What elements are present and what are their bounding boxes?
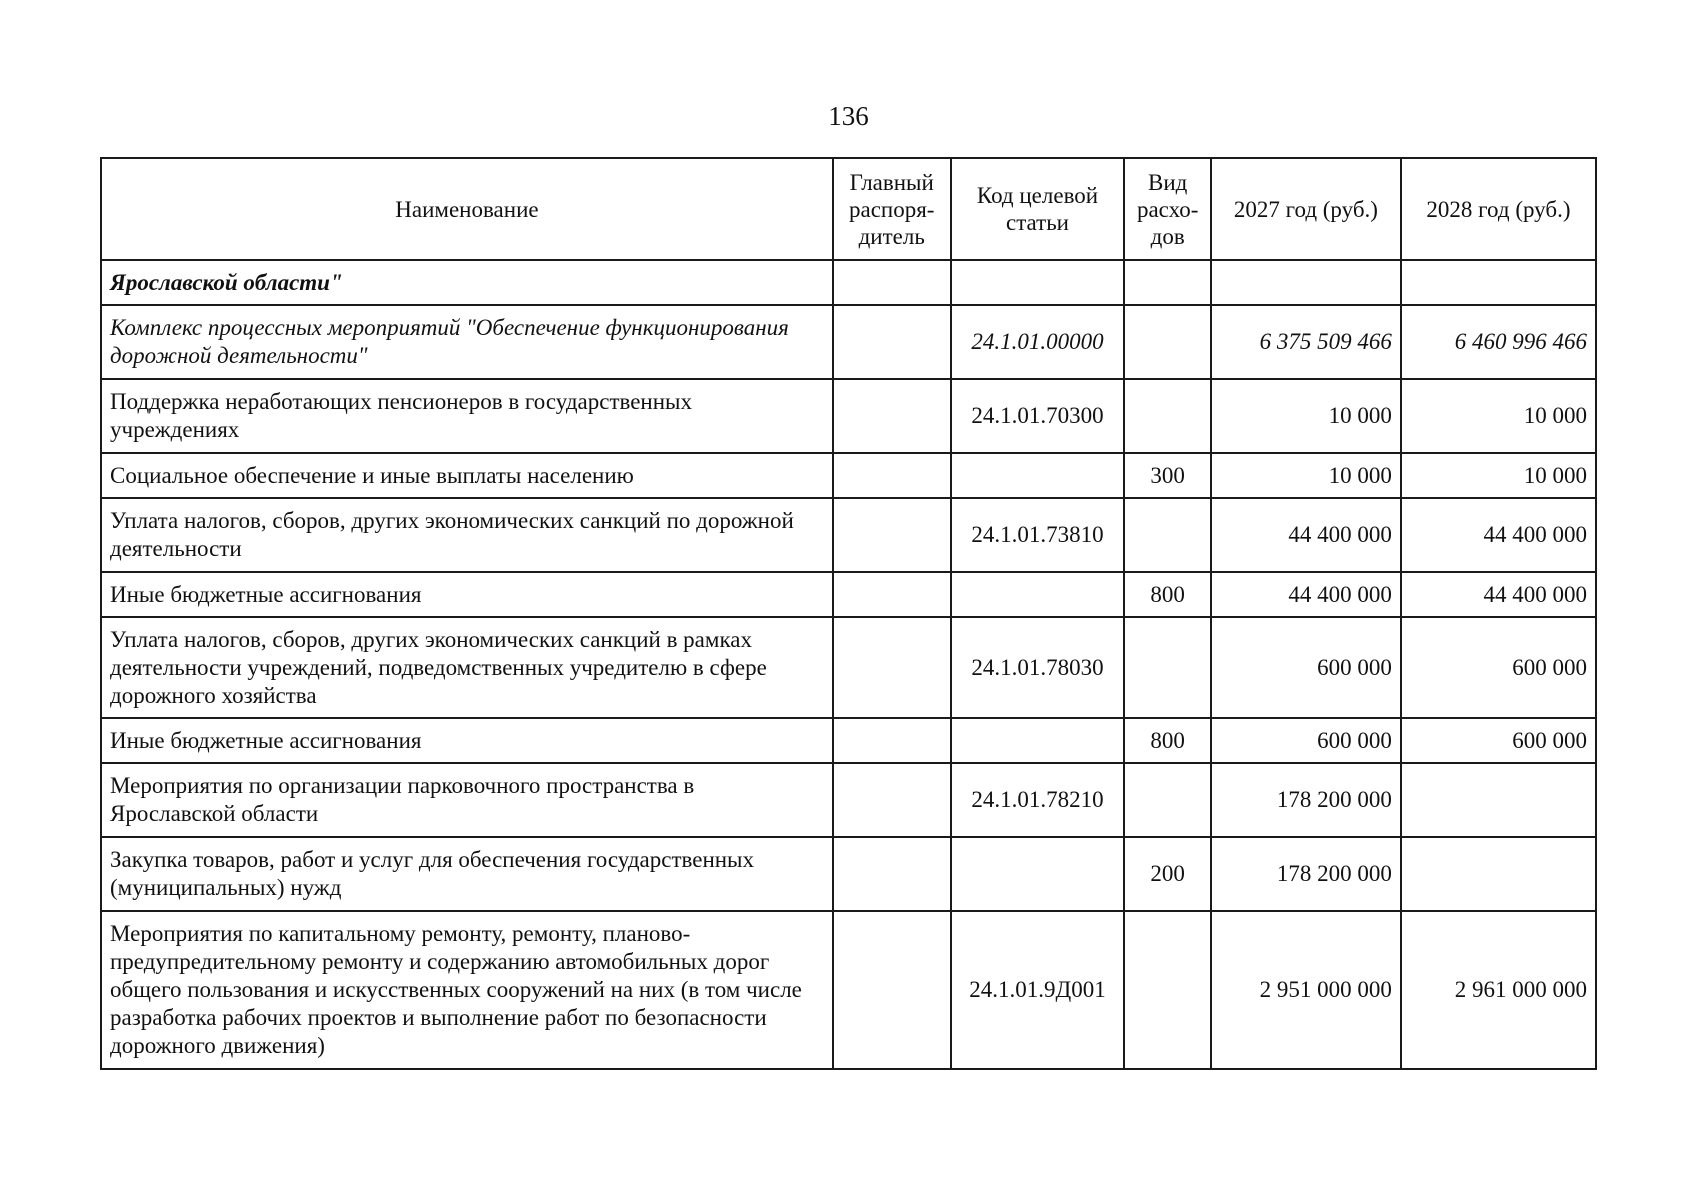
header-code: Код целевой статьи [951, 158, 1125, 260]
row-kind-cell [1124, 305, 1210, 379]
row-kind-cell: 800 [1124, 572, 1210, 617]
row-2028-cell [1401, 763, 1596, 837]
row-2027-cell: 44 400 000 [1211, 572, 1401, 617]
row-2027-cell: 10 000 [1211, 379, 1401, 453]
row-kind-cell [1124, 498, 1210, 572]
row-kind-cell: 300 [1124, 453, 1210, 498]
header-kind: Вид расхо-дов [1124, 158, 1210, 260]
row-code-cell: 24.1.01.00000 [951, 305, 1125, 379]
row-2027-cell [1211, 260, 1401, 305]
page-number: 136 [828, 101, 869, 131]
row-2027-cell: 600 000 [1211, 617, 1401, 718]
row-manager-cell [833, 837, 951, 911]
row-kind-cell [1124, 763, 1210, 837]
row-2027-cell: 2 951 000 000 [1211, 911, 1401, 1069]
table-row [101, 260, 1596, 305]
row-2028-cell: 6 460 996 466 [1401, 305, 1596, 379]
row-2028-cell: 10 000 [1401, 453, 1596, 498]
row-code-cell [951, 260, 1125, 305]
header-2028: 2028 год (руб.) [1401, 158, 1596, 260]
row-code-cell: 24.1.01.78210 [951, 763, 1125, 837]
table-row [101, 718, 1596, 763]
row-manager-cell [833, 453, 951, 498]
row-2028-cell: 2 961 000 000 [1401, 911, 1596, 1069]
row-2028-cell: 600 000 [1401, 718, 1596, 763]
row-manager-cell [833, 911, 951, 1069]
row-2027-cell: 44 400 000 [1211, 498, 1401, 572]
table-row [101, 305, 1596, 379]
row-code-cell [951, 453, 1125, 498]
row-kind-cell [1124, 260, 1210, 305]
row-name-cell: Уплата налогов, сборов, других экономических санкций по дорожной деятельности [101, 498, 833, 572]
row-kind-cell: 200 [1124, 837, 1210, 911]
row-kind-cell [1124, 911, 1210, 1069]
row-code-cell: 24.1.01.73810 [951, 498, 1125, 572]
row-2027-cell: 178 200 000 [1211, 763, 1401, 837]
row-name-cell: Мероприятия по организации парковочного пространства в Ярославской области [101, 763, 833, 837]
row-name-cell: Иные бюджетные ассигнования [101, 718, 833, 763]
row-manager-cell [833, 763, 951, 837]
row-name-cell: Поддержка неработающих пенсионеров в государственных учреждениях [101, 379, 833, 453]
header-2027: 2027 год (руб.) [1211, 158, 1401, 260]
row-name-cell: Социальное обеспечение и иные выплаты населению [101, 453, 833, 498]
row-manager-cell [833, 498, 951, 572]
row-code-cell [951, 718, 1125, 763]
table-row [101, 498, 1596, 572]
header-manager: Главный распоря-дитель [833, 158, 951, 260]
row-2027-cell: 600 000 [1211, 718, 1401, 763]
row-name-cell: Уплата налогов, сборов, других экономических санкций в рамках деятельности учреждений, подведомственных учредителю в сфере дорожного хозяйства [101, 617, 833, 718]
row-2028-cell: 600 000 [1401, 617, 1596, 718]
budget-table [100, 157, 1597, 1070]
row-manager-cell [833, 305, 951, 379]
row-2028-cell: 44 400 000 [1401, 498, 1596, 572]
row-kind-cell [1124, 617, 1210, 718]
row-kind-cell [1124, 379, 1210, 453]
row-kind-cell: 800 [1124, 718, 1210, 763]
row-2028-cell [1401, 260, 1596, 305]
row-code-cell: 24.1.01.78030 [951, 617, 1125, 718]
table-header-row [101, 158, 1596, 260]
row-code-cell: 24.1.01.9Д001 [951, 911, 1125, 1069]
table-row [101, 763, 1596, 837]
table-row [101, 617, 1596, 718]
row-manager-cell [833, 260, 951, 305]
row-name-cell: Комплекс процессных мероприятий "Обеспечение функционирования дорожной деятельности" [101, 305, 833, 379]
row-2027-cell: 178 200 000 [1211, 837, 1401, 911]
row-2027-cell: 10 000 [1211, 453, 1401, 498]
row-name-cell: Ярославской области" [101, 260, 833, 305]
row-2028-cell: 10 000 [1401, 379, 1596, 453]
row-manager-cell [833, 718, 951, 763]
row-code-cell: 24.1.01.70300 [951, 379, 1125, 453]
row-name-cell: Закупка товаров, работ и услуг для обеспечения государственных (муниципальных) нужд [101, 837, 833, 911]
table-row [101, 453, 1596, 498]
table-row [101, 911, 1596, 1069]
row-manager-cell [833, 617, 951, 718]
row-manager-cell [833, 379, 951, 453]
row-2027-cell: 6 375 509 466 [1211, 305, 1401, 379]
row-name-cell: Иные бюджетные ассигнования [101, 572, 833, 617]
row-name-cell: Мероприятия по капитальному ремонту, ремонту, планово-предупредительному ремонту и содержанию автомобильных дорог общего пользования и искусственных сооружений на них (в том числе разработка рабочих проектов и выполнение работ по безопасности дорожного движения) [101, 911, 833, 1069]
row-2028-cell: 44 400 000 [1401, 572, 1596, 617]
table-body [101, 260, 1596, 1069]
row-code-cell [951, 572, 1125, 617]
table-row [101, 379, 1596, 453]
row-code-cell [951, 837, 1125, 911]
row-2028-cell [1401, 837, 1596, 911]
row-manager-cell [833, 572, 951, 617]
header-name: Наименование [101, 158, 833, 260]
table-row [101, 572, 1596, 617]
table-row [101, 837, 1596, 911]
